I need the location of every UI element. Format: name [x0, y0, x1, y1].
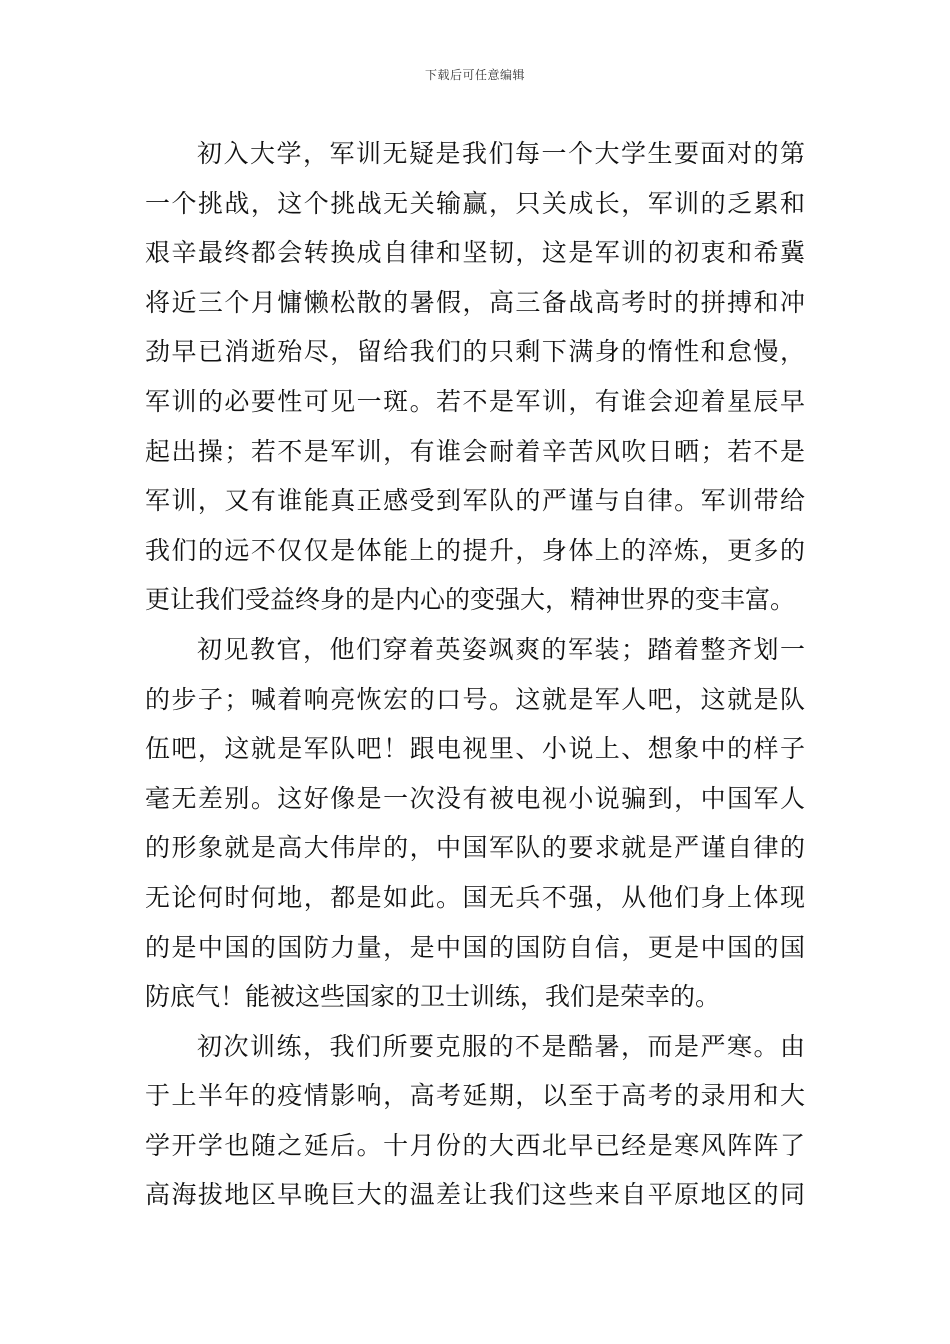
text-line: 高海拔地区早晚巨大的温差让我们这些来自平原地区的同 [145, 1180, 805, 1210]
text-line: 学开学也随之延后。十月份的大西北早已经是寒风阵阵了 [145, 1130, 805, 1160]
text-line: 劲早已消逝殆尽，留给我们的只剩下满身的惰性和怠慢， [145, 337, 805, 367]
text-line: 将近三个月慵懒松散的暑假，高三备战高考时的拼搏和冲 [145, 287, 805, 317]
text-line: 的步子；喊着响亮恢宏的口号。这就是军人吧，这就是队 [145, 684, 805, 714]
text-line: 更让我们受益终身的是内心的变强大，精神世界的变丰富。 [145, 585, 796, 615]
text-line: 起出操；若不是军训，有谁会耐着辛苦风吹日晒；若不是 [145, 436, 805, 466]
text-line: 防底气！能被这些国家的卫士训练，我们是荣幸的。 [145, 982, 721, 1012]
text-line: 军训的必要性可见一斑。若不是军训，有谁会迎着星辰早 [145, 386, 805, 416]
text-line: 初次训练，我们所要克服的不是酷暑，而是严寒。由 [197, 1031, 805, 1061]
document-body [145, 129, 805, 1220]
text-line: 初入大学，军训无疑是我们每一个大学生要面对的第 [197, 139, 805, 168]
text-line: 的是中国的国防力量，是中国的国防自信，更是中国的国 [145, 932, 805, 962]
text-line: 伍吧，这就是军队吧！跟电视里、小说上、想象中的样子 [145, 734, 805, 764]
text-line: 一个挑战，这个挑战无关输赢，只关成长，军训的乏累和 [145, 188, 805, 218]
text-line: 初见教官，他们穿着英姿飒爽的军装；踏着整齐划一 [197, 634, 805, 664]
page-header: 下载后可任意编辑 [424, 68, 525, 82]
text-line: 毫无差别。这好像是一次没有被电视小说骗到，中国军人 [145, 783, 805, 813]
text-line: 无论何时何地，都是如此。国无兵不强，从他们身上体现 [145, 882, 805, 912]
text-line: 军训，又有谁能真正感受到军队的严谨与自律。军训带给 [145, 486, 805, 516]
text-line: 我们的远不仅仅是体能上的提升，身体上的淬炼，更多的 [145, 535, 805, 565]
text-line: 艰辛最终都会转换成自律和坚韧，这是军训的初衷和希冀 [145, 238, 805, 268]
text-line: 的形象就是高大伟岸的，中国军队的要求就是严谨自律的 [145, 833, 805, 863]
text-line: 于上半年的疫情影响，高考延期，以至于高考的录用和大 [145, 1081, 805, 1111]
